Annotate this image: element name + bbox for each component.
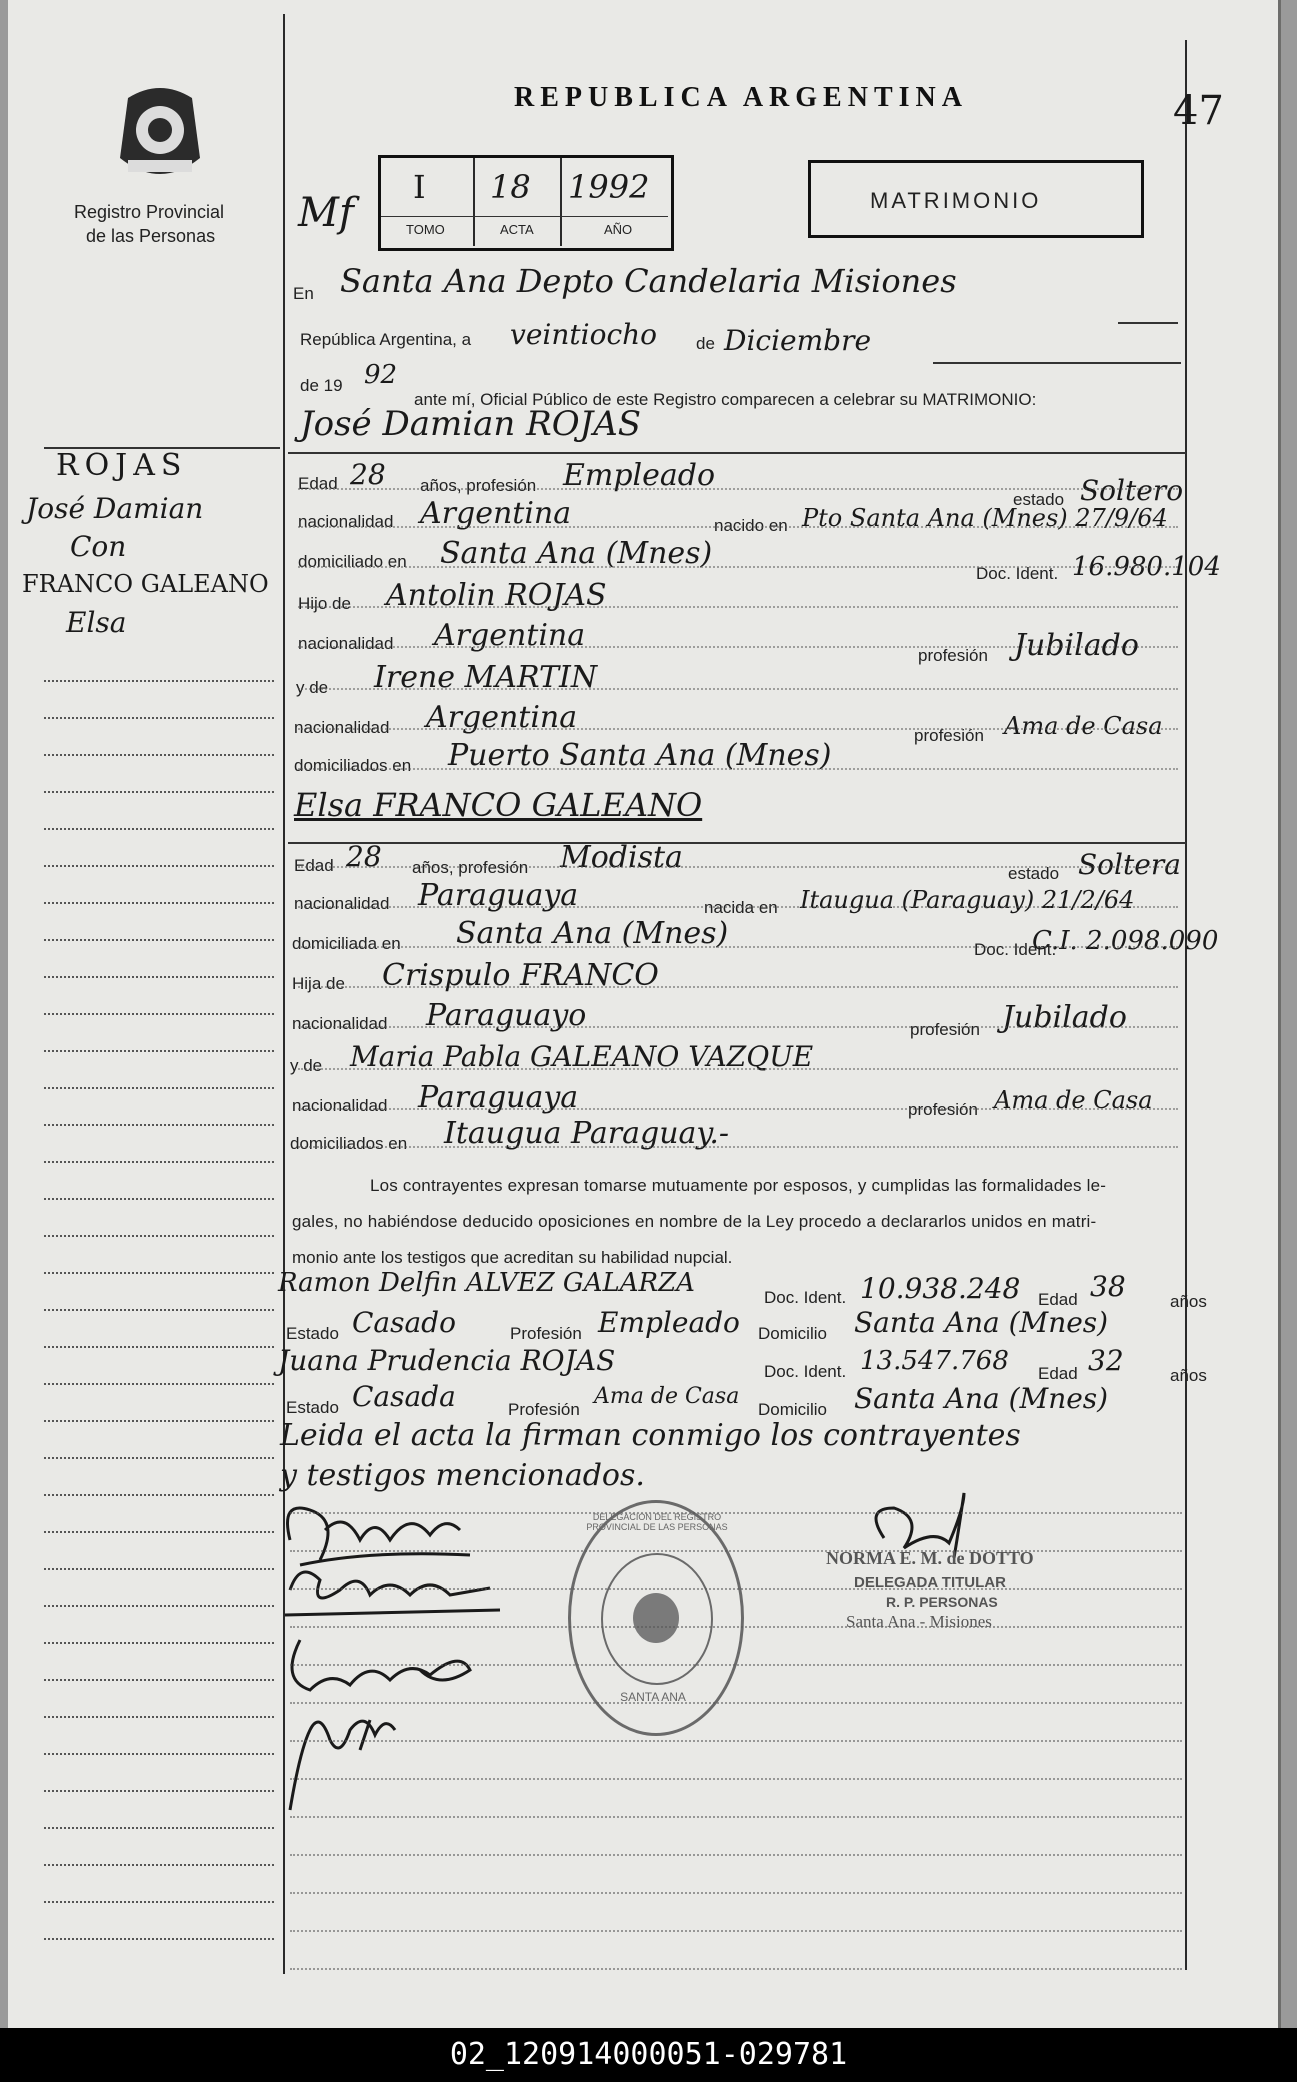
groom-mother: Irene MARTIN bbox=[374, 660, 598, 695]
bride-mother: Maria Pabla GALEANO VAZQUE bbox=[350, 1040, 814, 1073]
bride-dom-label: domiciliada en bbox=[292, 934, 401, 953]
margin-ruled-line bbox=[44, 680, 274, 682]
groom-profession: Empleado bbox=[563, 458, 716, 493]
blank-ruled-line bbox=[290, 1816, 1182, 1818]
margin-ruled-line bbox=[44, 1827, 274, 1829]
witness-1-doc: 10.938.248 bbox=[860, 1272, 1021, 1305]
bride-mother-prof: Ama de Casa bbox=[994, 1086, 1153, 1114]
groom-doc: 16.980.104 bbox=[1072, 552, 1221, 582]
witness-1-edad-label: Edad bbox=[1038, 1290, 1078, 1309]
bride-father: Crispulo FRANCO bbox=[382, 958, 659, 993]
seal-subtext: SANTA ANA bbox=[620, 1690, 686, 1704]
bride-domicile: Santa Ana (Mnes) bbox=[456, 916, 729, 951]
groom-estado-label: estado bbox=[1013, 490, 1065, 509]
groom-hijo-label: Hijo de bbox=[298, 594, 351, 613]
margin-ruled-line bbox=[44, 1790, 274, 1792]
groom-parents-dom-label: domiciliados en bbox=[294, 756, 412, 775]
witness-1-age: 38 bbox=[1090, 1270, 1126, 1303]
bride-mother-nat: Paraguaya bbox=[418, 1080, 579, 1115]
witness-2-age: 32 bbox=[1088, 1344, 1124, 1377]
margin-ruled-line bbox=[44, 1235, 274, 1237]
margin-note-given: José Damian bbox=[26, 492, 204, 525]
bride-nationality: Paraguaya bbox=[418, 878, 579, 913]
margin-ruled-line bbox=[44, 1272, 274, 1274]
officer-location: Santa Ana - Misiones bbox=[846, 1612, 992, 1631]
blank-ruled-line bbox=[290, 1968, 1182, 1970]
blank-ruled-line bbox=[290, 1550, 1182, 1552]
form-dotted-line bbox=[298, 606, 1178, 608]
margin-ruled-line bbox=[44, 1531, 274, 1533]
witness-2-estado-label: Estado bbox=[286, 1398, 339, 1417]
clerk-initials: Mf bbox=[298, 190, 354, 236]
closing-line-2: y testigos mencionados. bbox=[280, 1458, 645, 1493]
form-dotted-line bbox=[298, 1068, 1178, 1070]
en-label: En bbox=[293, 284, 314, 303]
margin-ruled-line bbox=[44, 1420, 274, 1422]
groom-father-nat-label: nacionalidad bbox=[298, 634, 394, 653]
groom-doc-label: Doc. Ident. bbox=[976, 564, 1059, 583]
closing-line-1: Leida el acta la firman conmigo los contrayentes bbox=[280, 1418, 1021, 1453]
margin-ruled-line bbox=[44, 1383, 274, 1385]
blank-ruled-line bbox=[290, 1854, 1182, 1856]
blank-ruled-line bbox=[290, 1892, 1182, 1894]
tomo-label: TOMO bbox=[406, 222, 445, 237]
witness-1-name: Ramon Delfin ALVEZ GALARZA bbox=[278, 1268, 695, 1298]
bride-edad-label: Edad bbox=[294, 856, 334, 875]
margin-ruled-line bbox=[44, 1753, 274, 1755]
blank-ruled-line bbox=[290, 1702, 1182, 1704]
form-dotted-line bbox=[298, 488, 1178, 490]
witness-1-doc-label: Doc. Ident. bbox=[764, 1288, 847, 1307]
witness-2-status: Casada bbox=[352, 1380, 456, 1413]
blank-ruled-line bbox=[290, 1778, 1182, 1780]
registry-name-line1: Registro Provincial bbox=[74, 202, 225, 222]
margin-ruled-line bbox=[44, 865, 274, 867]
margin-note-bride-surname: FRANCO GALEANO bbox=[22, 570, 269, 598]
marriage-year-suffix: 92 bbox=[364, 360, 398, 390]
witness-2-name: Juana Prudencia ROJAS bbox=[278, 1344, 616, 1377]
acta-value: 18 bbox=[490, 168, 531, 206]
document-page bbox=[8, 0, 1281, 2028]
bride-nac-label: nacionalidad bbox=[294, 894, 390, 913]
ante-text: ante mí, Oficial Público de este Registro comparecen a celebrar su MATRIMONIO: bbox=[414, 390, 1037, 409]
margin-ruled-line bbox=[44, 1494, 274, 1496]
witness-2-doc-label: Doc. Ident. bbox=[764, 1362, 847, 1381]
groom-father-prof-label: profesión bbox=[918, 646, 988, 665]
year-value: 1992 bbox=[568, 168, 650, 206]
bride-father-prof-label: profesión bbox=[910, 1020, 980, 1039]
province-logo bbox=[108, 78, 212, 188]
bride-profession: Modista bbox=[560, 840, 683, 875]
witness-2-domicile: Santa Ana (Mnes) bbox=[854, 1382, 1109, 1415]
bride-father-nat: Paraguayo bbox=[426, 998, 587, 1033]
de-label: de bbox=[696, 334, 715, 353]
margin-ruled-line bbox=[44, 1605, 274, 1607]
blank-ruled-line bbox=[290, 1930, 1182, 1932]
signature-witness-2 bbox=[270, 1690, 430, 1820]
groom-mother-nat-label: nacionalidad bbox=[294, 718, 390, 737]
form-dotted-line bbox=[298, 866, 1178, 868]
groom-nac-label: nacionalidad bbox=[298, 512, 394, 531]
year-label: AÑO bbox=[604, 222, 633, 237]
witness-1-estado-label: Estado bbox=[286, 1324, 339, 1343]
margin-ruled-line bbox=[44, 1568, 274, 1570]
form-dotted-line bbox=[298, 646, 1178, 648]
blank-ruled-line bbox=[290, 1740, 1182, 1742]
bride-name: Elsa FRANCO GALEANO bbox=[294, 786, 703, 824]
witness-2-edad-label: Edad bbox=[1038, 1364, 1078, 1383]
officer-name: NORMA E. M. de DOTTO bbox=[826, 1548, 1034, 1568]
groom-anos-prof-label: años, profesión bbox=[420, 476, 537, 495]
year-prefix: de 19 bbox=[300, 376, 343, 395]
blank-ruled-line bbox=[290, 1512, 1182, 1514]
groom-born-label: nacido en bbox=[714, 516, 788, 535]
groom-dom-label: domiciliado en bbox=[298, 552, 407, 571]
bride-status: Soltera bbox=[1078, 848, 1181, 881]
certificate-type: MATRIMONIO bbox=[870, 188, 1042, 213]
form-dotted-line bbox=[298, 688, 1178, 690]
form-dotted-line bbox=[298, 728, 1178, 730]
witness-1-status: Casado bbox=[352, 1306, 456, 1339]
groom-nationality: Argentina bbox=[420, 496, 572, 531]
image-id-footer: 02_120914000051-029781 bbox=[0, 2028, 1297, 2082]
bride-born-label: nacida en bbox=[704, 898, 778, 917]
form-dotted-line bbox=[298, 946, 1178, 948]
margin-ruled-line bbox=[44, 1087, 274, 1089]
bride-mother-nat-label: nacionalidad bbox=[292, 1096, 388, 1115]
form-dotted-line bbox=[298, 768, 1178, 770]
groom-father-prof: Jubilado bbox=[1014, 628, 1139, 663]
bride-estado-label: estado bbox=[1008, 864, 1060, 883]
declaration-line-3: monio ante los testigos que acreditan su habilidad nupcial. bbox=[292, 1248, 733, 1267]
margin-ruled-line bbox=[44, 1457, 274, 1459]
margin-ruled-line bbox=[44, 902, 274, 904]
document-title: REPUBLICA ARGENTINA bbox=[514, 82, 968, 113]
groom-mother-nat: Argentina bbox=[426, 700, 578, 735]
form-dotted-line bbox=[298, 1108, 1178, 1110]
margin-ruled-line bbox=[44, 1716, 274, 1718]
margin-ruled-line bbox=[44, 1050, 274, 1052]
margin-ruled-line bbox=[44, 976, 274, 978]
bride-doc-label: Doc. Ident. bbox=[974, 940, 1057, 959]
bride-mother-prof-label: profesión bbox=[908, 1100, 978, 1119]
officer-title: DELEGADA TITULAR bbox=[854, 1574, 1006, 1591]
blank-ruled-line bbox=[290, 1588, 1182, 1590]
groom-name: José Damian ROJAS bbox=[300, 404, 642, 444]
margin-note-bride-given: Elsa bbox=[66, 606, 127, 639]
groom-parents-dom: Puerto Santa Ana (Mnes) bbox=[448, 738, 832, 773]
bride-parents-dom-label: domiciliados en bbox=[290, 1134, 408, 1153]
bride-hija-label: Hija de bbox=[292, 974, 345, 993]
bride-father-nat-label: nacionalidad bbox=[292, 1014, 388, 1033]
declaration-line-2: gales, no habiéndose deducido oposiciones en nombre de la Ley procedo a declararlos unidos en matri- bbox=[292, 1212, 1097, 1231]
marriage-month: Diciembre bbox=[724, 324, 872, 357]
form-dotted-line bbox=[298, 1146, 1178, 1148]
margin-ruled-line bbox=[44, 1013, 274, 1015]
officer-office: R. P. PERSONAS bbox=[886, 1594, 998, 1610]
blank-ruled-line bbox=[290, 1626, 1182, 1628]
witness-1-prof-label: Profesión bbox=[510, 1324, 582, 1343]
right-margin-rule bbox=[1185, 40, 1187, 1970]
acta-label: ACTA bbox=[500, 222, 534, 237]
groom-age: 28 bbox=[350, 458, 386, 491]
margin-ruled-line bbox=[44, 939, 274, 941]
margin-ruled-line bbox=[44, 754, 274, 756]
bride-yde-label: y de bbox=[290, 1056, 323, 1075]
witness-1-profession: Empleado bbox=[598, 1306, 740, 1339]
bride-father-prof: Jubilado bbox=[1002, 1000, 1127, 1035]
margin-note-surname: ROJAS bbox=[56, 448, 188, 483]
form-dotted-line bbox=[298, 566, 1178, 568]
bride-parents-dom: Itaugua Paraguay.- bbox=[444, 1116, 730, 1151]
margin-ruled-line bbox=[44, 1124, 274, 1126]
groom-status: Soltero bbox=[1080, 474, 1184, 507]
groom-birthplace: Pto Santa Ana (Mnes) 27/9/64 bbox=[802, 504, 1168, 532]
witness-2-doc: 13.547.768 bbox=[860, 1346, 1009, 1376]
witness-2-profession: Ama de Casa bbox=[594, 1384, 740, 1409]
bride-birthplace: Itaugua (Paraguay) 21/2/64 bbox=[800, 886, 1135, 914]
groom-mother-prof: Ama de Casa bbox=[1004, 712, 1163, 740]
bride-age: 28 bbox=[346, 840, 382, 873]
margin-ruled-line bbox=[44, 1346, 274, 1348]
registry-name-line2: de las Personas bbox=[86, 226, 216, 246]
witness-2-anos-label: años bbox=[1170, 1366, 1207, 1385]
seal-text: DELEGACION DEL REGISTRO PROVINCIAL DE LAS PERSONAS bbox=[586, 1512, 728, 1532]
margin-ruled-line bbox=[44, 1864, 274, 1866]
groom-domicile: Santa Ana (Mnes) bbox=[440, 536, 713, 571]
witness-2-dom-label: Domicilio bbox=[758, 1400, 827, 1419]
margin-note-con: Con bbox=[70, 530, 127, 563]
groom-yde-label: y de bbox=[296, 678, 329, 697]
groom-father-nat: Argentina bbox=[434, 618, 586, 653]
form-dotted-line bbox=[298, 1026, 1178, 1028]
witness-1-domicile: Santa Ana (Mnes) bbox=[854, 1306, 1109, 1339]
form-dotted-line bbox=[298, 906, 1178, 908]
groom-mother-prof-label: profesión bbox=[914, 726, 984, 745]
margin-ruled-line bbox=[44, 1938, 274, 1940]
form-dotted-line bbox=[298, 986, 1178, 988]
witness-1-anos-label: años bbox=[1170, 1292, 1207, 1311]
marriage-day: veintiocho bbox=[510, 318, 658, 351]
margin-ruled-line bbox=[44, 1309, 274, 1311]
groom-father: Antolin ROJAS bbox=[386, 578, 607, 613]
margin-ruled-line bbox=[44, 1642, 274, 1644]
page-number: 47 bbox=[1173, 88, 1224, 134]
margin-ruled-line bbox=[44, 1161, 274, 1163]
margin-ruled-line bbox=[44, 1901, 274, 1903]
margin-ruled-line bbox=[44, 717, 274, 719]
groom-edad-label: Edad bbox=[298, 474, 338, 493]
republic-label: República Argentina, a bbox=[300, 330, 472, 349]
bride-anos-prof-label: años, profesión bbox=[412, 858, 529, 877]
bride-doc: C.I. 2.098.090 bbox=[1032, 926, 1219, 956]
form-dotted-line bbox=[298, 526, 1178, 528]
margin-ruled-line bbox=[44, 828, 274, 830]
signature-bride bbox=[270, 1550, 510, 1630]
seal-emblem-icon bbox=[633, 1593, 679, 1643]
margin-ruled-line bbox=[44, 1679, 274, 1681]
tomo-value: I bbox=[413, 168, 426, 206]
margin-ruled-line bbox=[44, 791, 274, 793]
blank-ruled-line bbox=[290, 1664, 1182, 1666]
declaration-line-1: Los contrayentes expresan tomarse mutuamente por esposos, y cumplidas las formalidades le- bbox=[370, 1176, 1107, 1195]
margin-ruled-line bbox=[44, 1198, 274, 1200]
marriage-place: Santa Ana Depto Candelaria Misiones bbox=[340, 262, 957, 300]
witness-1-dom-label: Domicilio bbox=[758, 1324, 827, 1343]
witness-2-prof-label: Profesión bbox=[508, 1400, 580, 1419]
